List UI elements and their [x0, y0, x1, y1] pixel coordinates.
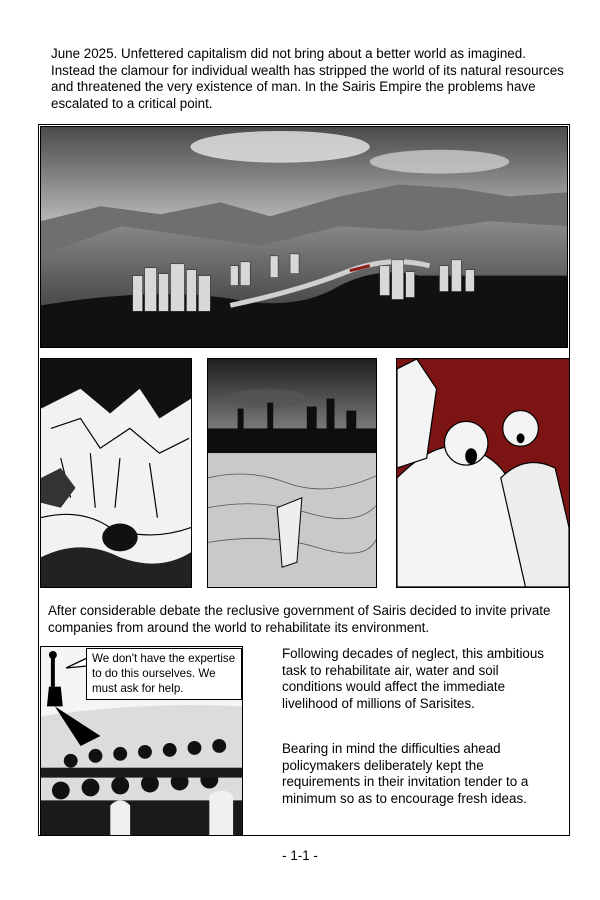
panel-industry: [207, 358, 377, 588]
panel-city-landscape: [40, 126, 568, 348]
panel-cliffs: [40, 358, 192, 588]
speech-bubble-tail: [64, 654, 88, 672]
narration-caption-2: Bearing in mind the difficulties ahead policymakers deliberately kept the requirements in their invitation tender to a minimum so as to encourage fresh ideas.: [282, 741, 529, 806]
speech-bubble-text: We don't have the expertise to do this ourselves. We must ask for help.: [92, 652, 236, 695]
industry-illustration: [208, 359, 376, 587]
city-landscape-illustration: [41, 127, 567, 347]
narration-caption-1: Following decades of neglect, this ambitious task to rehabilitate air, water and soil conditions would affect the immediate livelihood of millions of Sarisites.: [282, 646, 545, 711]
protesters-illustration: [397, 359, 569, 587]
middle-caption: After considerable debate the reclusive government of Sairis decided to invite private companies from around the world to rehabilitate its environment.: [48, 603, 551, 635]
intro-caption: June 2025. Unfettered capitalism did not bring about a better world as imagined. Instead the clamour for individual wealth has stripped the world of its natural resources and threatened the very existence of man. In the Sairis Empire the problems have escalated to a critical point.: [51, 46, 564, 111]
page-number: - 1-1 -: [282, 848, 318, 863]
cliffs-illustration: [41, 359, 191, 587]
speech-bubble: [86, 648, 242, 700]
panel-protesters: [396, 358, 570, 588]
